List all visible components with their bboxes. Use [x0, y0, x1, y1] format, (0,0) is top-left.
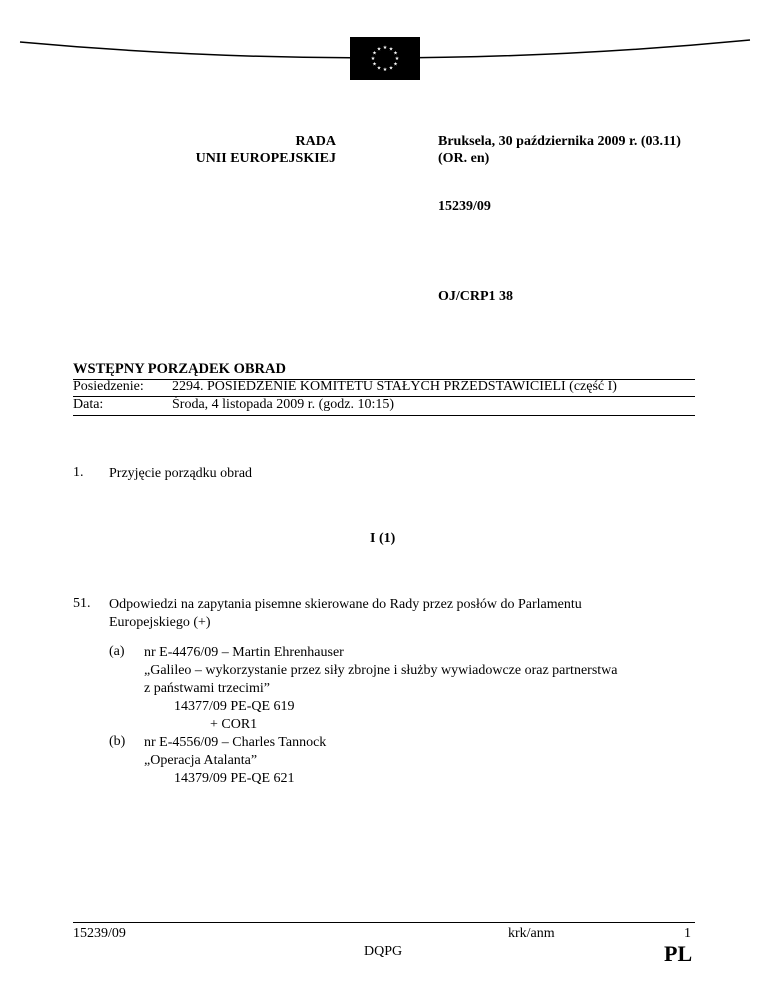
item-text-line: Europejskiego (+) — [109, 615, 211, 630]
item-number: 51. — [73, 596, 91, 611]
svg-text:★: ★ — [376, 46, 382, 53]
dateline-line-1: Bruksela, 30 października 2009 r. (03.11) — [438, 134, 681, 149]
council-line-1: RADA — [295, 134, 336, 149]
svg-text:★: ★ — [376, 65, 382, 72]
footer-document-number: 15239/09 — [73, 926, 126, 941]
footer-department: DQPG — [364, 944, 403, 959]
sub-item-body — [144, 644, 617, 734]
svg-text:★: ★ — [394, 56, 400, 62]
sub-item-body — [144, 734, 326, 788]
date-value: Środa, 4 listopada 2009 r. (godz. 10:15) — [172, 397, 395, 412]
svg-text:★: ★ — [388, 46, 394, 53]
dateline-line-2: (OR. en) — [438, 151, 490, 166]
sub-item-line: 14379/09 PE-QE 621 — [174, 771, 295, 786]
svg-text:★: ★ — [372, 50, 377, 57]
svg-text:★: ★ — [382, 45, 388, 51]
sub-item-line: 14377/09 PE-QE 619 — [174, 699, 295, 714]
council-line-2: UNII EUROPEJSKIEJ — [195, 151, 336, 166]
eu-flag-icon — [350, 37, 420, 80]
council-name — [160, 133, 336, 167]
footer-divider — [73, 922, 695, 923]
item-number: 1. — [73, 465, 84, 480]
sub-item-label: (a) — [109, 644, 125, 659]
sub-item-line: + COR1 — [210, 717, 258, 732]
footer-page-number: 1 — [684, 926, 691, 941]
sub-item-line: „Galileo – wykorzystanie przez siły zbrojne i służby wywiadowcze oraz partnerstwa — [144, 663, 618, 678]
dateline — [438, 133, 681, 167]
meeting-label: Posiedzenie: — [73, 379, 144, 394]
divider — [73, 415, 695, 416]
sub-item-line: z państwami trzecimi” — [144, 681, 270, 696]
footer-initials: krk/anm — [508, 926, 555, 941]
sub-item-line: nr E-4556/09 – Charles Tannock — [144, 735, 327, 750]
sub-item-line: „Operacja Atalanta” — [144, 753, 258, 768]
date-label: Data: — [73, 397, 104, 412]
sub-item-label: (b) — [109, 734, 126, 749]
section-heading: I (1) — [370, 531, 396, 546]
item-text — [109, 596, 582, 632]
svg-text:★: ★ — [393, 50, 398, 57]
svg-text:★: ★ — [382, 67, 388, 73]
item-text-line: Odpowiedzi na zapytania pisemne skierowane do Rady przez posłów do Parlamentu — [109, 597, 582, 612]
meeting-value: 2294. POSIEDZENIE KOMITETU STAŁYCH PRZEDSTAWICIELI (część I) — [172, 379, 617, 394]
reference-code: OJ/CRP1 38 — [438, 289, 514, 304]
footer-language-code: PL — [664, 941, 693, 966]
item-text: Przyjęcie porządku obrad — [109, 466, 253, 481]
svg-text:★: ★ — [388, 65, 394, 72]
agenda-title: WSTĘPNY PORZĄDEK OBRAD — [73, 361, 286, 377]
svg-text:★: ★ — [370, 56, 376, 62]
svg-text:★: ★ — [372, 61, 377, 68]
document-number: 15239/09 — [438, 199, 491, 214]
svg-text:★: ★ — [393, 61, 398, 68]
sub-item-line: nr E-4476/09 – Martin Ehrenhauser — [144, 645, 344, 660]
